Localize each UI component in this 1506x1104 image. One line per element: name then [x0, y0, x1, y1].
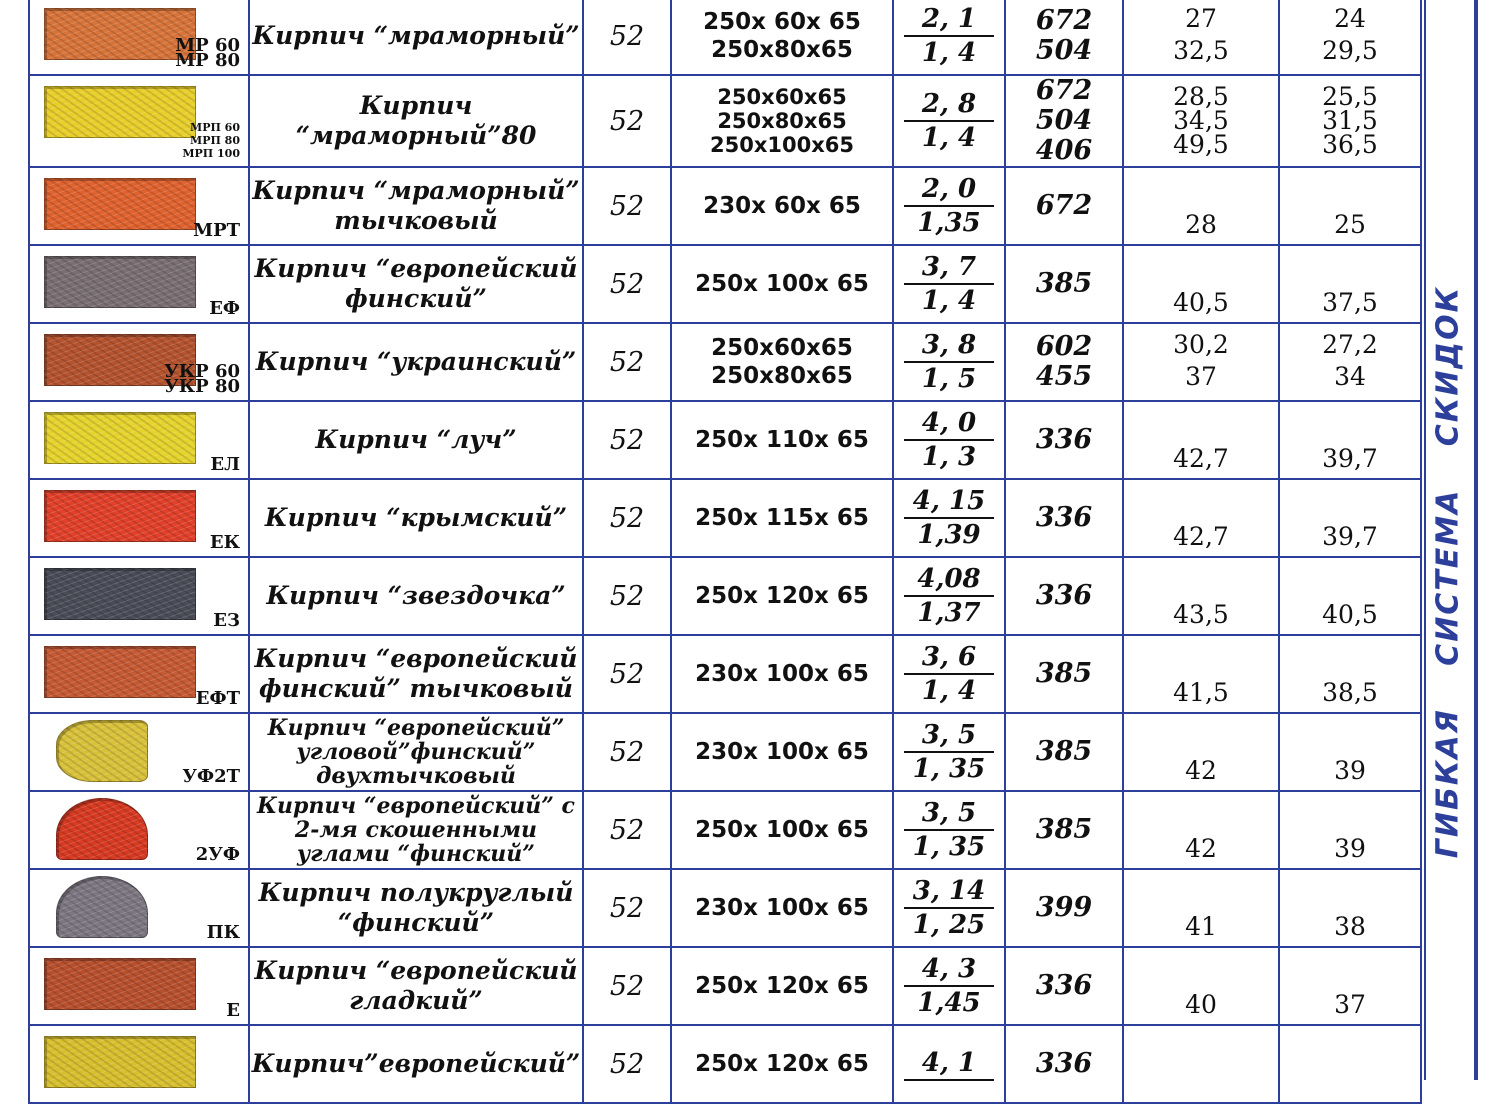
weight-fraction	[893, 245, 1005, 323]
brick-image	[44, 1036, 196, 1088]
pallet-quantity: 602 455	[1005, 323, 1123, 401]
price-discount	[1279, 1025, 1421, 1103]
fraction-bottom: 1, 3	[921, 441, 977, 472]
fraction-top: 2, 0	[904, 174, 994, 207]
product-name: Кирпич “европейский финский”	[249, 245, 583, 323]
price-value: 38	[1334, 912, 1366, 941]
brick-image-cell	[29, 1025, 249, 1103]
table-row	[29, 75, 1421, 167]
table-row	[29, 557, 1421, 635]
fraction-top: 2, 8	[904, 89, 994, 122]
price-value: 32,5	[1173, 36, 1229, 65]
price-discount	[1279, 947, 1421, 1025]
price-value: 39,7	[1322, 522, 1378, 551]
price-value: 25	[1334, 210, 1366, 239]
fraction-bottom: 1, 4	[921, 122, 977, 153]
price-value: 43,5	[1173, 600, 1229, 629]
table-row	[29, 479, 1421, 557]
price-value: 40,5	[1322, 600, 1378, 629]
pallet-quantity: 336	[1005, 479, 1123, 557]
pallet-quantity: 672 504	[1005, 0, 1123, 75]
pieces-per-unit: 52	[583, 557, 671, 635]
price-retail	[1123, 323, 1279, 401]
price-retail	[1123, 713, 1279, 791]
brick-code: 2УФ	[195, 844, 240, 865]
brick-image-cell	[29, 323, 249, 401]
weight-fraction	[893, 791, 1005, 869]
pallet-quantity: 336	[1005, 1025, 1123, 1103]
fraction-top: 3, 6	[904, 642, 994, 675]
price-discount	[1279, 713, 1421, 791]
table-row	[29, 713, 1421, 791]
product-name: Кирпич “звездочка”	[249, 557, 583, 635]
brick-image	[44, 86, 196, 138]
brick-code: МРТ	[193, 220, 240, 241]
pallet-quantity: 336	[1005, 557, 1123, 635]
price-discount	[1279, 791, 1421, 869]
table-row	[29, 791, 1421, 869]
brick-image-cell	[29, 401, 249, 479]
price-value: 34,5	[1173, 106, 1229, 135]
fraction-top: 4, 15	[904, 486, 994, 519]
price-value: 37,5	[1322, 288, 1378, 317]
fraction-bottom: 1, 4	[921, 675, 977, 706]
brick-image-cell	[29, 75, 249, 167]
fraction-bottom: 1, 4	[921, 285, 977, 316]
dimensions: 230х 100х 65	[671, 635, 893, 713]
brick-image	[56, 798, 148, 860]
dimensions: 250х60х65 250х80х65 250х100х65	[671, 75, 893, 167]
brick-code: УФ2Т	[182, 766, 240, 787]
brick-code: Е	[226, 1000, 240, 1021]
table-row	[29, 947, 1421, 1025]
brick-image	[56, 720, 148, 782]
weight-fraction	[893, 869, 1005, 947]
price-value: 40,5	[1173, 288, 1229, 317]
product-name: Кирпич “мраморный”	[249, 0, 583, 75]
pieces-per-unit: 52	[583, 713, 671, 791]
table-row	[29, 0, 1421, 75]
price-value: 42	[1185, 834, 1217, 863]
brick-image-cell	[29, 479, 249, 557]
price-value: 31,5	[1322, 106, 1378, 135]
price-retail	[1123, 947, 1279, 1025]
price-value: 30,2	[1173, 330, 1229, 359]
table-row	[29, 635, 1421, 713]
dimensions: 250х 100х 65	[671, 791, 893, 869]
price-value: 39,7	[1322, 444, 1378, 473]
dimensions: 250х 60х 65 250х80х65	[671, 0, 893, 75]
price-value: 25,5	[1322, 82, 1378, 111]
brick-image	[44, 646, 196, 698]
pieces-per-unit: 52	[583, 323, 671, 401]
price-value: 41	[1185, 912, 1217, 941]
fraction-bottom: 1, 35	[912, 831, 986, 862]
fraction-bottom: 1,35	[917, 207, 981, 238]
brick-code: ПК	[206, 922, 240, 943]
price-value: 42,7	[1173, 522, 1229, 551]
price-value: 40	[1185, 990, 1217, 1019]
fraction-top: 4, 0	[904, 408, 994, 441]
fraction-bottom: 1,45	[917, 987, 981, 1018]
brick-code: ЕЛ	[210, 454, 240, 475]
brick-image-cell	[29, 245, 249, 323]
product-name: Кирпич “европейский” угловой”финский” двухтычковый	[249, 713, 583, 791]
fraction-top: 2, 1	[904, 4, 994, 37]
brick-image-cell	[29, 713, 249, 791]
price-retail	[1123, 75, 1279, 167]
brick-image-cell	[29, 947, 249, 1025]
brick-image-cell	[29, 791, 249, 869]
weight-fraction	[893, 167, 1005, 245]
pieces-per-unit: 52	[583, 245, 671, 323]
table-row	[29, 323, 1421, 401]
pieces-per-unit: 52	[583, 869, 671, 947]
pieces-per-unit: 52	[583, 635, 671, 713]
brick-image	[44, 958, 196, 1010]
pallet-quantity: 336	[1005, 947, 1123, 1025]
discount-label: ГИБКАЯ СИСТЕМА СКИДОК	[1430, 285, 1466, 859]
table-row	[29, 245, 1421, 323]
price-value: 39	[1334, 756, 1366, 785]
price-value: 28,5	[1173, 82, 1229, 111]
pieces-per-unit: 52	[583, 167, 671, 245]
dimensions: 250х 115х 65	[671, 479, 893, 557]
price-table	[28, 0, 1422, 1104]
price-value: 28	[1185, 210, 1217, 239]
weight-fraction	[893, 0, 1005, 75]
price-retail	[1123, 1025, 1279, 1103]
price-value: 49,5	[1173, 130, 1229, 159]
dimensions: 230х 100х 65	[671, 713, 893, 791]
price-discount	[1279, 869, 1421, 947]
fraction-bottom: 1, 25	[912, 909, 986, 940]
price-value: 39	[1334, 834, 1366, 863]
price-discount	[1279, 323, 1421, 401]
pieces-per-unit: 52	[583, 479, 671, 557]
product-name: Кирпич “луч”	[249, 401, 583, 479]
pallet-quantity: 385	[1005, 635, 1123, 713]
fraction-top: 3, 14	[904, 876, 994, 909]
pallet-quantity: 385	[1005, 713, 1123, 791]
price-discount	[1279, 75, 1421, 167]
price-discount	[1279, 167, 1421, 245]
fraction-top: 3, 5	[904, 720, 994, 753]
table-row	[29, 1025, 1421, 1103]
brick-image-cell	[29, 167, 249, 245]
dimensions: 250х 110х 65	[671, 401, 893, 479]
brick-image	[44, 178, 196, 230]
price-value: 37	[1185, 362, 1217, 391]
brick-code: ЕФТ	[195, 688, 240, 709]
weight-fraction	[893, 401, 1005, 479]
dimensions: 250х 120х 65	[671, 947, 893, 1025]
pieces-per-unit: 52	[583, 401, 671, 479]
brick-image	[56, 876, 148, 938]
dimensions: 230х 100х 65	[671, 869, 893, 947]
weight-fraction	[893, 479, 1005, 557]
pallet-quantity: 385	[1005, 245, 1123, 323]
brick-code: МРП 60 МРП 80 МРП 100	[182, 121, 240, 160]
pallet-quantity: 672	[1005, 167, 1123, 245]
price-value: 27	[1185, 4, 1217, 33]
dimensions: 250х 120х 65	[671, 557, 893, 635]
price-discount	[1279, 479, 1421, 557]
price-value: 29,5	[1322, 36, 1378, 65]
fraction-top: 4,08	[904, 564, 994, 597]
dimensions: 250х60х65 250х80х65	[671, 323, 893, 401]
price-value: 36,5	[1322, 130, 1378, 159]
product-name: Кирпич “украинский”	[249, 323, 583, 401]
table-row	[29, 401, 1421, 479]
brick-image	[44, 490, 196, 542]
brick-image	[44, 8, 196, 60]
price-value: 42,7	[1173, 444, 1229, 473]
product-name: Кирпич “мраморный”80	[249, 75, 583, 167]
product-name: Кирпич “мраморный” тычковый	[249, 167, 583, 245]
fraction-top: 3, 8	[904, 330, 994, 363]
table-row	[29, 869, 1421, 947]
price-retail	[1123, 479, 1279, 557]
weight-fraction	[893, 557, 1005, 635]
brick-image-cell	[29, 557, 249, 635]
brick-code: ЕФ	[209, 298, 240, 319]
pallet-quantity: 385	[1005, 791, 1123, 869]
pieces-per-unit: 52	[583, 791, 671, 869]
product-name: Кирпич “европейский гладкий”	[249, 947, 583, 1025]
price-retail	[1123, 401, 1279, 479]
dimensions: 250х 120х 65	[671, 1025, 893, 1103]
fraction-top: 4, 1	[904, 1048, 994, 1081]
product-name: Кирпич полукруглый “финский”	[249, 869, 583, 947]
price-discount	[1279, 245, 1421, 323]
brick-image-cell	[29, 869, 249, 947]
weight-fraction	[893, 323, 1005, 401]
side-border	[1474, 0, 1478, 1080]
pieces-per-unit: 52	[583, 1025, 671, 1103]
weight-fraction	[893, 1025, 1005, 1103]
product-name: Кирпич”европейский”	[249, 1025, 583, 1103]
product-name: Кирпич “европейский финский” тычковый	[249, 635, 583, 713]
weight-fraction	[893, 947, 1005, 1025]
pieces-per-unit: 52	[583, 947, 671, 1025]
price-discount	[1279, 0, 1421, 75]
price-discount	[1279, 401, 1421, 479]
price-value: 38,5	[1322, 678, 1378, 707]
table-row	[29, 167, 1421, 245]
brick-code: УКР 60 УКР 80	[164, 361, 240, 397]
brick-image	[44, 412, 196, 464]
price-retail	[1123, 791, 1279, 869]
fraction-bottom: 1,39	[917, 519, 981, 550]
fraction-top: 4, 3	[904, 954, 994, 987]
price-retail	[1123, 0, 1279, 75]
price-value: 41,5	[1173, 678, 1229, 707]
weight-fraction	[893, 635, 1005, 713]
price-discount	[1279, 557, 1421, 635]
brick-image	[44, 256, 196, 308]
price-value: 37	[1334, 990, 1366, 1019]
price-retail	[1123, 557, 1279, 635]
price-value: 27,2	[1322, 330, 1378, 359]
price-value: 42	[1185, 756, 1217, 785]
pallet-quantity: 672 504 406	[1005, 75, 1123, 167]
pieces-per-unit: 52	[583, 75, 671, 167]
fraction-bottom: 1, 4	[921, 37, 977, 68]
product-name: Кирпич “европейский” с 2-мя скошенными углами “финский”	[249, 791, 583, 869]
pallet-quantity: 399	[1005, 869, 1123, 947]
brick-image	[44, 568, 196, 620]
brick-image-cell	[29, 0, 249, 75]
fraction-bottom: 1, 35	[912, 753, 986, 784]
brick-code: МР 60 МР 80	[175, 35, 240, 71]
weight-fraction	[893, 713, 1005, 791]
price-retail	[1123, 869, 1279, 947]
dimensions: 230х 60х 65	[671, 167, 893, 245]
price-value: 24	[1334, 4, 1366, 33]
weight-fraction	[893, 75, 1005, 167]
fraction-top: 3, 7	[904, 252, 994, 285]
price-discount	[1279, 635, 1421, 713]
brick-image-cell	[29, 635, 249, 713]
price-retail	[1123, 245, 1279, 323]
dimensions: 250х 100х 65	[671, 245, 893, 323]
brick-code: ЕК	[209, 532, 240, 553]
fraction-top: 3, 5	[904, 798, 994, 831]
price-retail	[1123, 635, 1279, 713]
fraction-bottom: 1, 5	[921, 363, 977, 394]
pieces-per-unit: 52	[583, 0, 671, 75]
price-retail	[1123, 167, 1279, 245]
fraction-bottom: 1,37	[917, 597, 981, 628]
product-name: Кирпич “крымский”	[249, 479, 583, 557]
brick-code: ЕЗ	[213, 610, 240, 631]
price-value: 34	[1334, 362, 1366, 391]
pallet-quantity: 336	[1005, 401, 1123, 479]
